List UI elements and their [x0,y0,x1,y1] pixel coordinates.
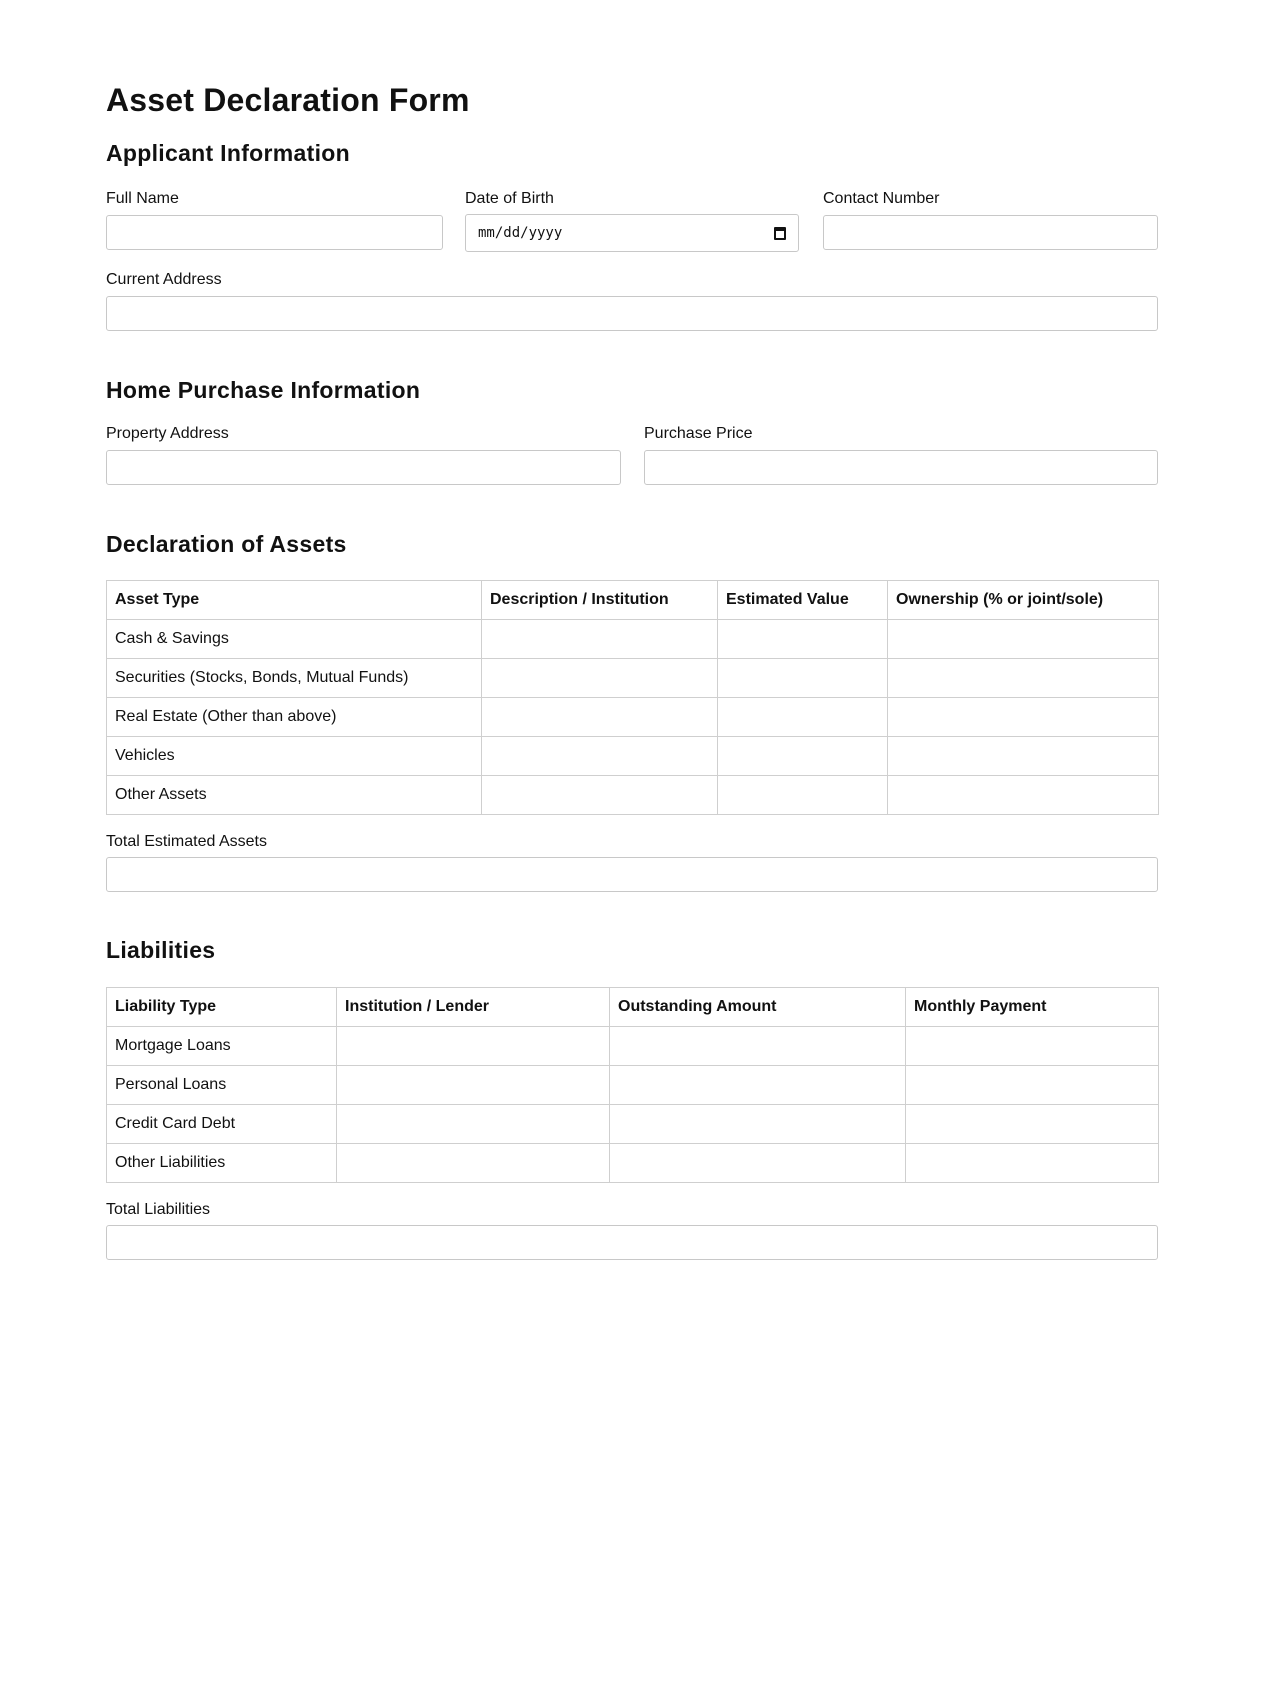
outstanding-amount-cell[interactable] [610,1066,906,1105]
calendar-icon[interactable] [774,227,786,240]
table-row [107,698,1159,737]
full-name-input[interactable] [106,215,443,250]
column-header-ownership: Ownership (% or joint/sole) [888,581,1159,620]
monthly-payment-cell[interactable] [906,1066,1159,1105]
assets-header-row [107,581,1159,620]
ownership-cell[interactable] [888,737,1159,776]
estimated-value-cell[interactable] [718,620,888,659]
lender-cell[interactable] [337,1027,610,1066]
assets-table [106,580,1159,815]
ownership-cell[interactable] [888,698,1159,737]
asset-type-cell: Other Assets [107,776,482,815]
column-header-institution-lender: Institution / Lender [337,988,610,1027]
description-cell[interactable] [482,620,718,659]
monthly-payment-cell[interactable] [906,1027,1159,1066]
section-heading-home-purchase: Home Purchase Information [106,377,421,403]
table-row [107,1144,1159,1183]
table-row [107,620,1159,659]
property-address-input[interactable] [106,450,621,485]
ownership-cell[interactable] [888,776,1159,815]
column-header-monthly-payment: Monthly Payment [906,988,1159,1027]
outstanding-amount-cell[interactable] [610,1027,906,1066]
liability-type-cell: Credit Card Debt [107,1105,337,1144]
column-header-description: Description / Institution [482,581,718,620]
liability-type-cell: Mortgage Loans [107,1027,337,1066]
page-title: Asset Declaration Form [106,82,470,118]
purchase-price-input[interactable] [644,450,1158,485]
lender-cell[interactable] [337,1066,610,1105]
description-cell[interactable] [482,776,718,815]
monthly-payment-cell[interactable] [906,1105,1159,1144]
description-cell[interactable] [482,737,718,776]
full-name-label: Full Name [106,190,179,207]
estimated-value-cell[interactable] [718,698,888,737]
total-estimated-assets-label: Total Estimated Assets [106,833,267,850]
date-of-birth-input[interactable] [465,214,799,252]
estimated-value-cell[interactable] [718,776,888,815]
liabilities-header-row [107,988,1159,1027]
asset-type-cell: Cash & Savings [107,620,482,659]
liabilities-table [106,987,1159,1183]
liability-type-cell: Other Liabilities [107,1144,337,1183]
outstanding-amount-cell[interactable] [610,1105,906,1144]
purchase-price-label: Purchase Price [644,425,753,442]
asset-type-cell: Securities (Stocks, Bonds, Mutual Funds) [107,659,482,698]
asset-type-cell: Vehicles [107,737,482,776]
estimated-value-cell[interactable] [718,659,888,698]
table-row [107,776,1159,815]
monthly-payment-cell[interactable] [906,1144,1159,1183]
total-liabilities-input[interactable] [106,1225,1158,1260]
column-header-liability-type: Liability Type [107,988,337,1027]
column-header-estimated-value: Estimated Value [718,581,888,620]
liability-type-cell: Personal Loans [107,1066,337,1105]
asset-type-cell: Real Estate (Other than above) [107,698,482,737]
total-estimated-assets-input[interactable] [106,857,1158,892]
estimated-value-cell[interactable] [718,737,888,776]
lender-cell[interactable] [337,1105,610,1144]
section-heading-liabilities: Liabilities [106,937,216,963]
column-header-asset-type: Asset Type [107,581,482,620]
section-heading-applicant: Applicant Information [106,140,350,166]
current-address-input[interactable] [106,296,1158,331]
table-row [107,1105,1159,1144]
contact-number-label: Contact Number [823,190,940,207]
outstanding-amount-cell[interactable] [610,1144,906,1183]
property-address-label: Property Address [106,425,229,442]
ownership-cell[interactable] [888,659,1159,698]
current-address-label: Current Address [106,271,222,288]
date-of-birth-label: Date of Birth [465,190,554,207]
date-placeholder: mm/dd/yyyy [478,225,563,241]
column-header-outstanding-amount: Outstanding Amount [610,988,906,1027]
section-heading-assets: Declaration of Assets [106,531,347,557]
lender-cell[interactable] [337,1144,610,1183]
contact-number-input[interactable] [823,215,1158,250]
table-row [107,1027,1159,1066]
table-row [107,737,1159,776]
total-liabilities-label: Total Liabilities [106,1201,211,1218]
table-row [107,1066,1159,1105]
ownership-cell[interactable] [888,620,1159,659]
description-cell[interactable] [482,698,718,737]
table-row [107,659,1159,698]
description-cell[interactable] [482,659,718,698]
